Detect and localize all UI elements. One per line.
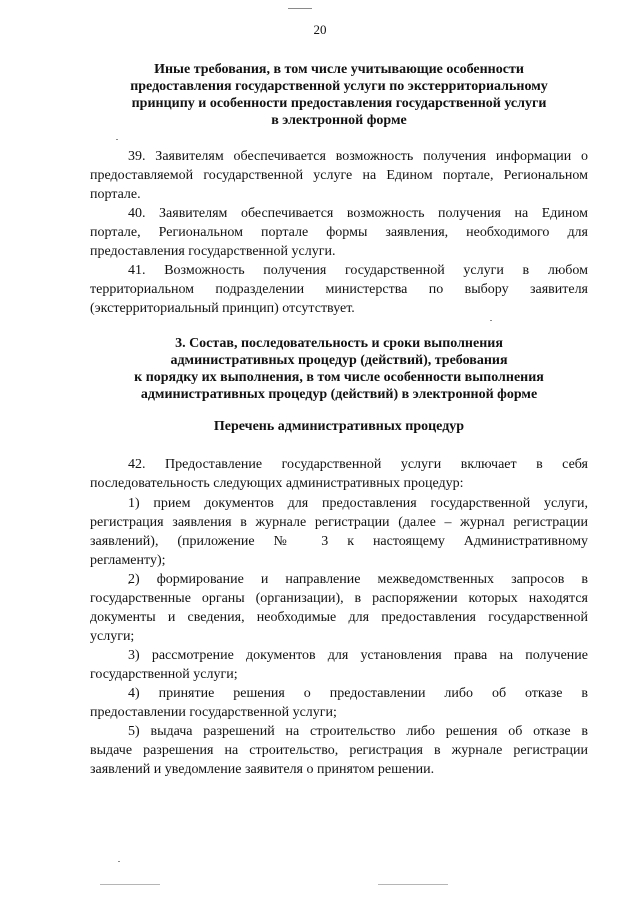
text-line: портале, Региональном портале формы заявления, необходимого для	[90, 225, 588, 240]
scan-mark-left-1	[116, 139, 118, 140]
text-line: последовательность следующих административных процедур:	[90, 476, 464, 491]
text-line: 39. Заявителям обеспечивается возможность получения информации о	[128, 149, 588, 164]
list-item-2	[90, 570, 588, 646]
subheading-text: Перечень административных процедур	[213, 419, 465, 434]
list-item-3	[90, 646, 588, 684]
heading-line: 3. Состав, последовательность и сроки выполнения	[175, 336, 503, 351]
scan-mark-bottom-right	[378, 884, 448, 885]
text-line: заявлений и уведомление заявителя о принятом решении.	[90, 762, 435, 777]
list-item-4	[90, 684, 588, 722]
heading-line: административных процедур (действий) в электронной форме	[140, 387, 538, 402]
text-line: портале.	[90, 187, 141, 202]
text-line: территориальном подразделении министерства по выбору заявителя	[90, 282, 588, 297]
heading-line: к порядку их выполнения, в том числе особенности выполнения	[134, 370, 544, 385]
text-line: 5) выдача разрешений на строительство либо решения об отказе в	[128, 724, 588, 739]
text-line: государственной услуги;	[90, 667, 238, 682]
text-line: регламенту);	[90, 553, 166, 568]
section-heading-other-requirements	[90, 61, 588, 129]
subheading-procedures-list	[90, 418, 588, 435]
list-item-1	[90, 494, 588, 570]
scan-mark-top	[288, 8, 312, 9]
paragraph-40	[90, 204, 588, 261]
text-line: 41. Возможность получения государственной услуги в любом	[128, 263, 588, 278]
text-line: предоставляемой государственной услуге на Едином портале, Региональном	[90, 168, 588, 183]
paragraph-39	[90, 147, 588, 204]
text-line: 42. Предоставление государственной услуги включает в себя	[128, 457, 588, 472]
heading-line: Иные требования, в том числе учитывающие особенности	[154, 62, 524, 77]
text-line: выдаче разрешения на строительство, регистрация в журнале регистрации	[90, 743, 588, 758]
heading-line: административных процедур (действий), требования	[170, 353, 508, 368]
scan-mark-bottom-left	[100, 884, 160, 885]
scan-mark-bottom-left-2	[118, 861, 120, 862]
text-line: заявлений), (приложение № 3 к настоящему Административному	[90, 534, 588, 549]
text-line: (экстерриториальный принцип) отсутствует.	[90, 301, 355, 316]
text-line: регистрация заявления в журнале регистрации (далее – журнал регистрации	[90, 515, 588, 530]
paragraph-41	[90, 261, 588, 318]
text-line: 1) прием документов для предоставления государственной услуги,	[128, 496, 588, 511]
scan-mark-right	[490, 320, 492, 321]
text-line: 3) рассмотрение документов для установления права на получение	[128, 648, 588, 663]
heading-line: предоставления государственной услуги по экстерриториальному	[130, 79, 548, 94]
text-line: 4) принятие решения о предоставлении либо об отказе в	[128, 686, 588, 701]
section-heading-administrative-procedures	[90, 335, 588, 403]
page-number: 20	[313, 22, 327, 37]
text-line: 2) формирование и направление межведомственных запросов в	[128, 572, 588, 587]
heading-line: принципу и особенности предоставления государственной услуги	[131, 96, 547, 111]
list-item-5	[90, 722, 588, 779]
text-line: предоставлении государственной услуги;	[90, 705, 337, 720]
text-line: государственные органы (организации), в распоряжении которых находятся	[90, 591, 588, 606]
heading-line: в электронной форме	[271, 113, 407, 128]
text-line: 40. Заявителям обеспечивается возможность получения на Едином	[128, 206, 588, 221]
text-line: предоставления государственной услуги.	[90, 244, 336, 259]
text-line: документы и сведения, необходимые для предоставления государственной	[90, 610, 588, 625]
text-line: услуги;	[90, 629, 135, 644]
paragraph-42	[90, 455, 588, 493]
